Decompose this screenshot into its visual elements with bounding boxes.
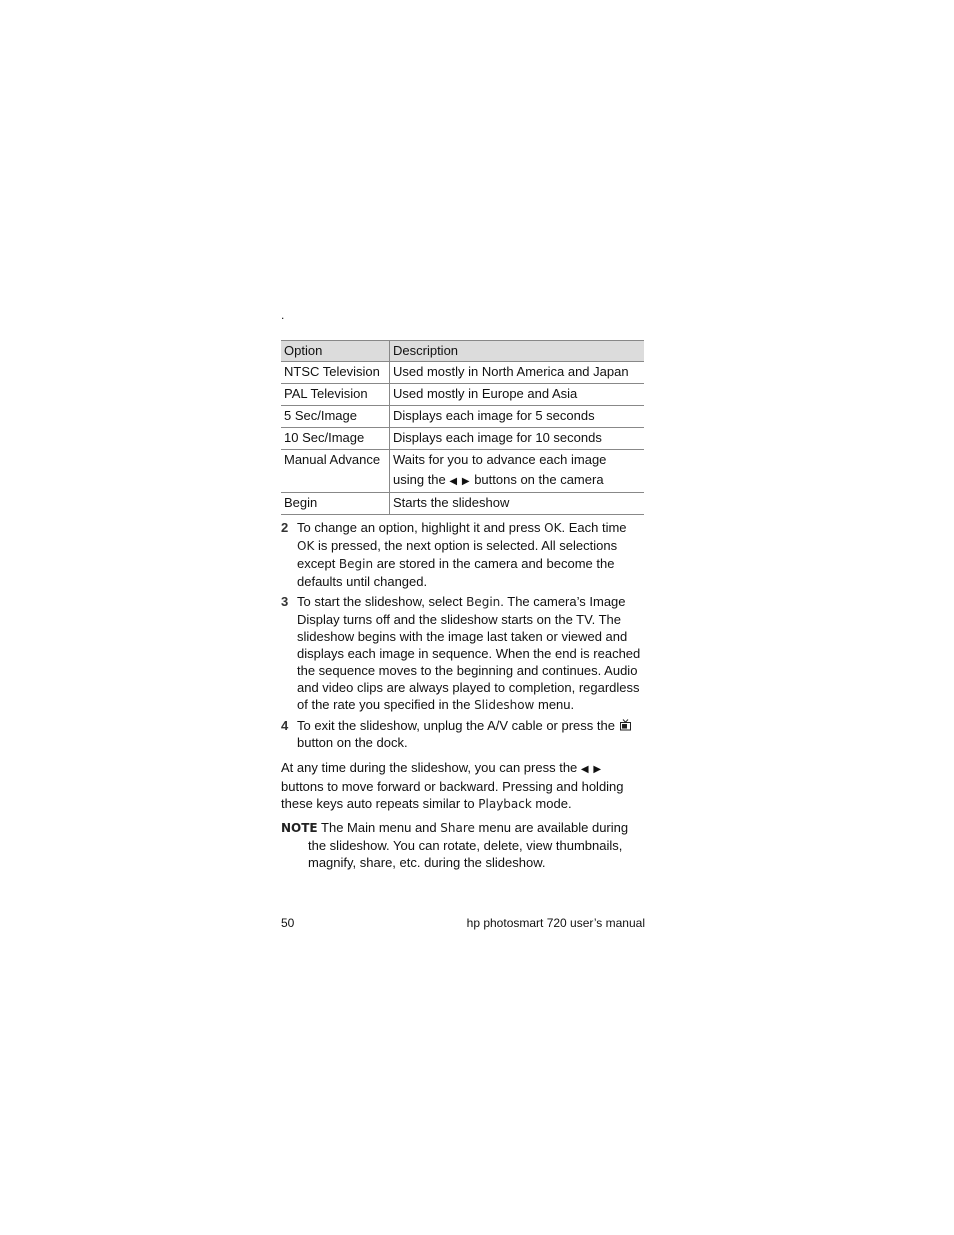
text-run: To start the slideshow, select: [297, 594, 467, 609]
text-run: button on the dock.: [297, 735, 408, 750]
description-line-1: Waits for you to advance each image: [393, 452, 607, 467]
table-row: [281, 450, 644, 493]
description-cell: Used mostly in North America and Japan: [390, 362, 645, 384]
text-run: menu.: [534, 697, 575, 712]
option-cell: 5 Sec/Image: [281, 406, 390, 428]
text-run: buttons to move forward or backward. Pressing and holding these keys auto repeats similar to: [281, 779, 624, 811]
text-run: To change an option, highlight it and press: [297, 520, 545, 535]
step-number: 3: [281, 594, 289, 609]
description-line-2a: using the: [393, 472, 446, 487]
column-header-description: Description: [390, 341, 645, 362]
description-cell: [390, 450, 645, 493]
left-right-arrows-icon: ◀ ▶: [580, 764, 603, 775]
stray-period: .: [281, 308, 285, 322]
step-item: [281, 717, 645, 751]
begin-term: Begin: [338, 557, 374, 571]
step-text: [297, 519, 645, 590]
text-run: To exit the slideshow, unplug the A/V cable or press the: [297, 718, 619, 733]
description-cell: Starts the slideshow: [390, 493, 645, 515]
playback-paragraph: [281, 759, 645, 813]
ok-term: OK: [544, 521, 562, 535]
ok-term: OK: [297, 539, 315, 553]
column-header-option: Option: [281, 341, 390, 362]
text-run: menu are available during the slideshow. You can rotate, delete, view thumbnails, magnify, share, etc. during the slideshow.: [308, 820, 629, 870]
slideshow-term: Slideshow: [474, 698, 535, 712]
note-body: [281, 819, 645, 871]
table-row: [281, 406, 644, 428]
note-block: [281, 819, 645, 871]
manual-title: hp photosmart 720 user’s manual: [466, 916, 645, 930]
text-run: are stored in the camera and become the defaults until changed.: [297, 556, 615, 589]
table-row: [281, 493, 644, 515]
page-number: 50: [281, 916, 295, 930]
text-run: mode.: [531, 796, 572, 811]
tv-icon: [619, 718, 632, 730]
step-text: [297, 717, 645, 751]
table-row: [281, 362, 644, 384]
slideshow-options-table: [281, 340, 644, 515]
steps-list: [281, 519, 645, 754]
text-run: is pressed, the next option is selected. All selections except: [297, 538, 618, 571]
description-cell: Displays each image for 5 seconds: [390, 406, 645, 428]
note-label: NOTE: [281, 821, 318, 835]
step-number: 2: [281, 520, 289, 535]
text-run: . Each time: [561, 520, 627, 535]
description-line-2b: buttons on the camera: [474, 472, 604, 487]
description-cell: Displays each image for 10 seconds: [390, 428, 645, 450]
left-right-arrows-icon: ◀ ▶: [449, 476, 471, 487]
step-text: [297, 593, 645, 714]
option-cell: PAL Television: [281, 384, 390, 406]
begin-term: Begin: [466, 595, 501, 609]
text-run: At any time during the slideshow, you can press the: [281, 760, 581, 775]
share-term: Share: [440, 821, 475, 835]
option-cell: NTSC Television: [281, 362, 390, 384]
description-cell: Used mostly in Europe and Asia: [390, 384, 645, 406]
step-number: 4: [281, 718, 289, 733]
text-run: . The camera’s Image Display turns off and the slideshow starts on the TV. The slideshow begins with the image last taken or viewed and displays each image in sequence. When the end is reached the sequence moves to the beginning and continues. Audio and video clips are always played to completion, regardless of the rate you specified in the: [297, 594, 641, 712]
table-row: [281, 384, 644, 406]
text-run: The Main menu and: [317, 820, 441, 835]
table-row: [281, 428, 644, 450]
step-item: [281, 593, 645, 714]
playback-term: Playback: [478, 797, 532, 811]
table-header-row: [281, 341, 644, 362]
option-cell: Begin: [281, 493, 390, 515]
option-cell: Manual Advance: [281, 450, 390, 493]
option-cell: 10 Sec/Image: [281, 428, 390, 450]
step-item: [281, 519, 645, 590]
